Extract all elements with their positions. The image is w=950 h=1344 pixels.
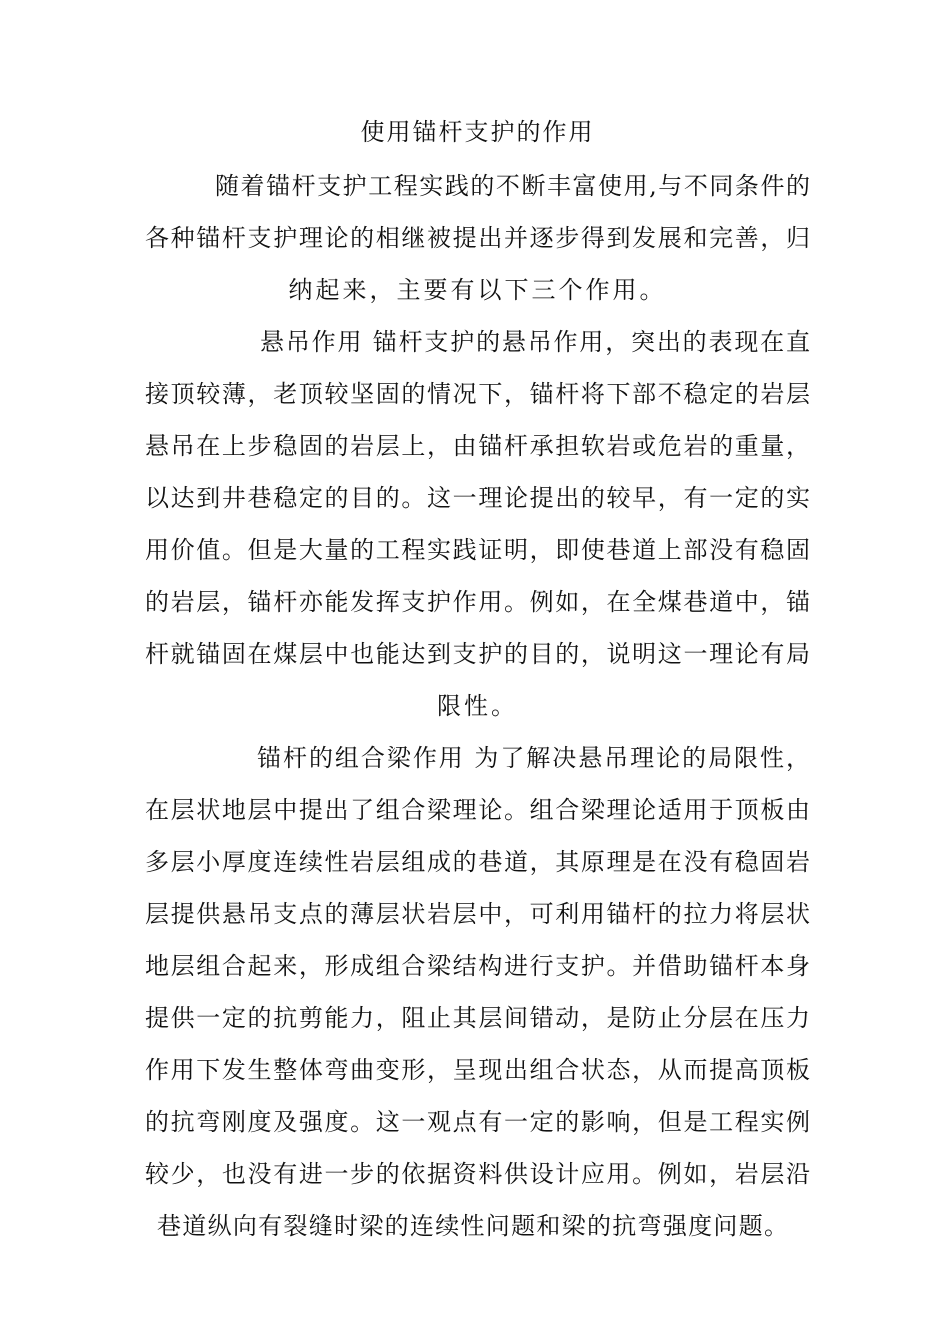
composite-beam-line-7: 作用下发生整体弯曲变形，呈现出组合状态，从而提高顶板	[145, 1056, 810, 1084]
suspension-line-3: 悬吊在上步稳固的岩层上，由锚杆承担软岩或危岩的重量，	[145, 432, 810, 460]
composite-beam-line-5: 地层组合起来，形成组合梁结构进行支护。并借助锚杆本身	[145, 952, 810, 980]
suspension-paragraph	[145, 316, 810, 732]
suspension-line-2: 接顶较薄，老顶较坚固的情况下，锚杆将下部不稳定的岩层	[145, 380, 810, 408]
composite-beam-line-9: 较少，也没有进一步的依据资料供设计应用。例如，岩层沿	[145, 1160, 810, 1188]
intro-line-3: 纳起来，主要有以下三个作用。	[288, 276, 667, 304]
suspension-line-4: 以达到井巷稳定的目的。这一理论提出的较早，有一定的实	[145, 484, 810, 512]
intro-line-2: 各种锚杆支护理论的相继被提出并逐步得到发展和完善，归	[145, 224, 810, 252]
composite-beam-line-3: 多层小厚度连续性岩层组成的巷道，其原理是在没有稳固岩	[145, 848, 810, 876]
suspension-line-6: 的岩层，锚杆亦能发挥支护作用。例如，在全煤巷道中，锚	[145, 588, 810, 616]
intro-line-1: 随着锚杆支护工程实践的不断丰富使用,与不同条件的	[215, 172, 810, 200]
suspension-line-5: 用价值。但是大量的工程实践证明，即使巷道上部没有稳固	[145, 536, 810, 564]
document-body	[145, 110, 810, 1252]
suspension-line-1: 悬吊作用 锚杆支护的悬吊作用，突出的表现在直	[260, 328, 810, 356]
composite-beam-line-10: 巷道纵向有裂缝时梁的连续性问题和梁的抗弯强度问题。	[157, 1212, 788, 1240]
composite-beam-line-8: 的抗弯刚度及强度。这一观点有一定的影响，但是工程实例	[145, 1108, 810, 1136]
composite-beam-line-4: 层提供悬吊支点的薄层状岩层中，可利用锚杆的拉力将层状	[145, 900, 810, 928]
intro-paragraph	[145, 160, 810, 316]
document-title: 使用锚杆支护的作用	[360, 118, 595, 146]
composite-beam-line-6: 提供一定的抗剪能力，阻止其层间错动，是防止分层在压力	[145, 1004, 810, 1032]
suspension-line-7: 杆就锚固在煤层中也能达到支护的目的，说明这一理论有局	[145, 640, 810, 668]
composite-beam-line-2: 在层状地层中提出了组合梁理论。组合梁理论适用于顶板由	[145, 796, 810, 824]
composite-beam-line-1: 锚杆的组合梁作用 为了解决悬吊理论的局限性，	[257, 744, 810, 772]
composite-beam-paragraph	[145, 732, 810, 1252]
suspension-line-8: 限性。	[437, 692, 518, 720]
